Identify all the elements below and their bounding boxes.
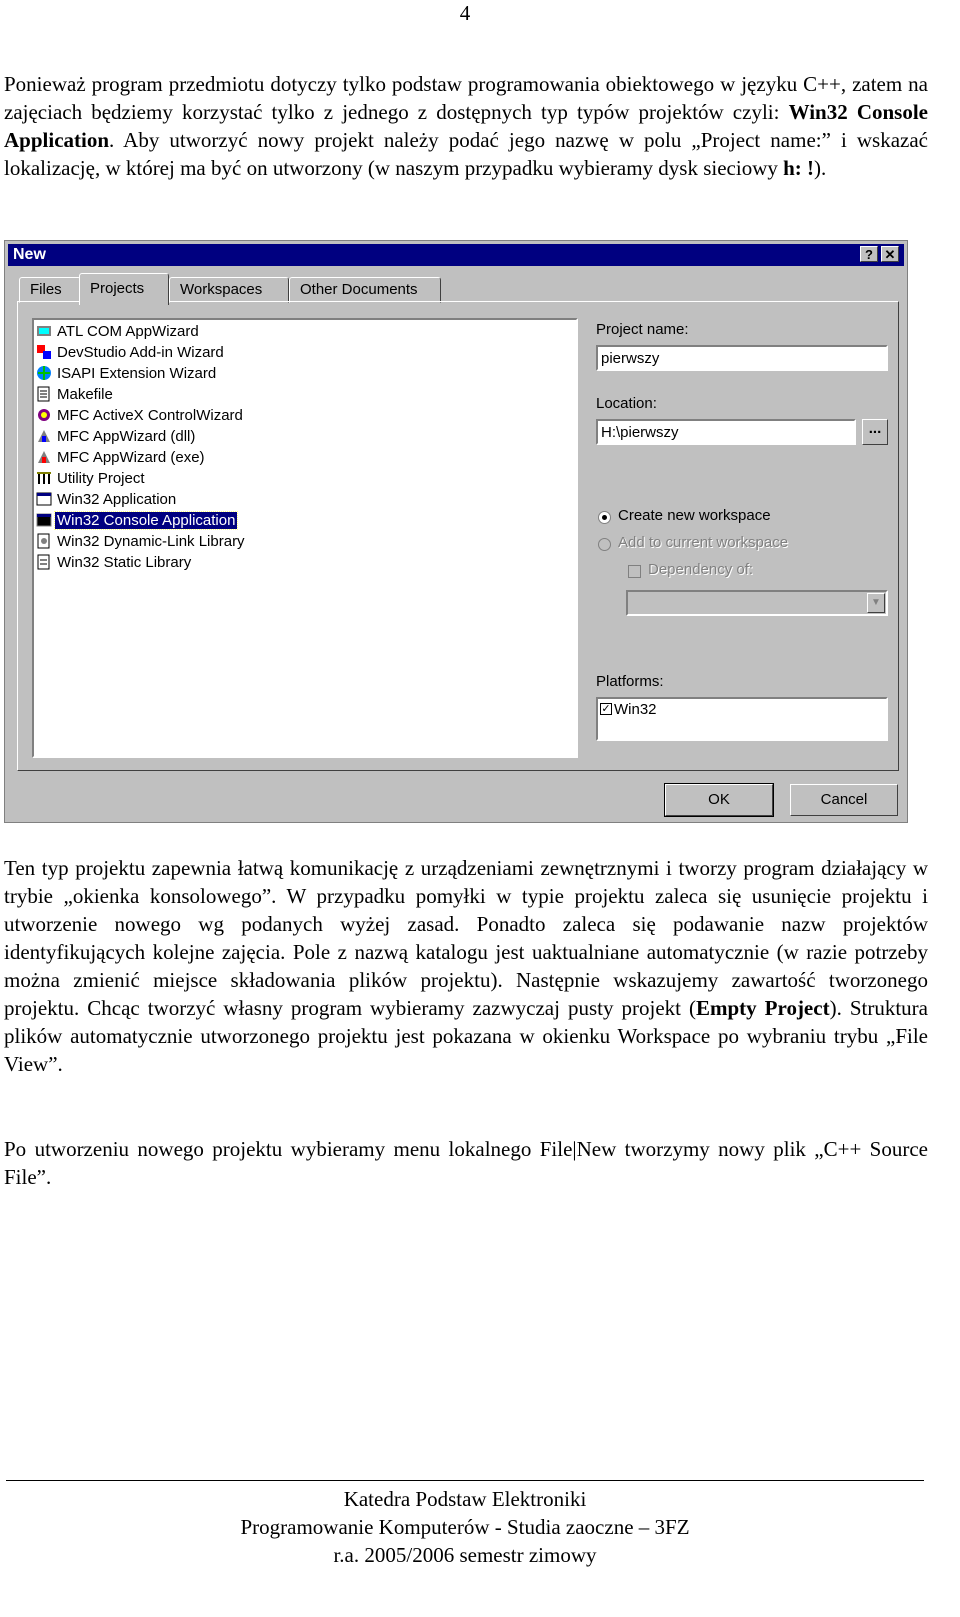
list-item[interactable] [36,511,237,531]
intro-paragraph [4,70,928,182]
project-name-input[interactable]: pierwszy [596,345,888,371]
description-text-2: ). Struktura plików automatycznie utworzonego projektu jest pokazana w okienku Workspace po wybraniu trybu „File View”. [4,996,928,1076]
chevron-down-icon[interactable]: ▼ [867,593,885,613]
static-lib-icon [36,554,52,570]
project-name-label: Project name: [596,321,689,338]
dependency-label: Dependency of: [648,561,754,578]
list-item-label: MFC AppWizard (dll) [57,427,196,445]
console-app-icon [36,512,52,528]
list-item-label: Win32 Static Library [57,553,192,571]
activex-icon [36,407,52,423]
list-item-label: Makefile [57,385,113,403]
create-workspace-label: Create new workspace [618,507,771,524]
list-item-label: MFC AppWizard (exe) [57,448,205,466]
intro-bold-drive: h: ! [783,156,815,180]
list-item[interactable] [36,343,226,363]
makefile-icon [36,386,52,402]
description-paragraph [4,854,928,1078]
dll-gear-icon [36,533,52,549]
win32-app-icon [36,491,52,507]
win32-platform-label: Win32 [614,701,657,718]
isapi-globe-icon [36,365,52,381]
intro-text-3: ). [814,156,827,180]
dependency-checkbox[interactable] [628,565,641,578]
atl-wizard-icon [36,323,52,339]
list-item[interactable] [36,553,193,573]
list-item[interactable] [36,448,207,468]
dialog-title: New [13,246,46,263]
list-item-label: Utility Project [57,469,145,487]
platforms-list[interactable] [596,697,888,741]
add-workspace-radio[interactable] [598,538,611,551]
intro-text-2: . Aby utworzyć nowy projekt należy podać jego nazwę w polu „Project name:” i wskazać lokalizację, w której ma być on utworzony (w naszym przypadku wybieramy dysk sieciowy [4,128,928,180]
new-project-dialog [4,240,908,823]
browse-button[interactable]: ... [862,419,888,445]
tab-files[interactable]: Files [19,277,81,303]
mfc-exe-icon [36,449,52,465]
list-item[interactable] [36,406,245,426]
intro-bold-console-app: Win32 Console Application [4,100,928,152]
list-item-label: ATL COM AppWizard [57,322,199,340]
mfc-dll-icon [36,428,52,444]
list-item-label: Win32 Application [57,490,177,508]
footer-semester: r.a. 2005/2006 semestr zimowy [333,1543,597,1567]
list-item-label: Win32 Dynamic-Link Library [57,532,245,550]
list-item[interactable] [36,322,201,342]
list-item[interactable] [36,364,218,384]
win32-platform-checkbox[interactable]: ✓ [601,703,611,715]
help-button[interactable]: ? [860,246,878,262]
list-item[interactable] [36,427,197,447]
source-file-paragraph [4,1135,928,1191]
location-label: Location: [596,395,657,412]
tab-workspaces[interactable]: Workspaces [169,277,289,303]
footer-divider [6,1480,924,1481]
platforms-label: Platforms: [596,673,664,690]
list-item-label: ISAPI Extension Wizard [57,364,217,382]
utility-tools-icon [36,470,52,486]
cancel-button[interactable]: Cancel [790,784,898,816]
close-button[interactable]: ✕ [881,246,899,262]
list-item[interactable] [36,385,115,405]
projects-tab-panel [17,301,899,771]
project-type-list[interactable] [32,318,578,758]
ok-button[interactable]: OK [665,784,773,816]
addin-wizard-icon [36,344,52,360]
tab-other-documents[interactable]: Other Documents [289,277,441,303]
list-item-label: MFC ActiveX ControlWizard [57,406,243,424]
footer-department: Katedra Podstaw Elektroniki [343,1487,587,1511]
dependency-combobox[interactable] [626,590,888,616]
list-item-label: DevStudio Add-in Wizard [57,343,224,361]
list-item[interactable] [36,490,178,510]
location-input[interactable]: H:\pierwszy [596,419,856,445]
list-item-label: Win32 Console Application [57,511,236,529]
create-workspace-radio[interactable] [598,511,611,524]
description-bold-empty-project: Empty Project [695,996,830,1020]
page-number: 4 [459,1,471,25]
tab-projects[interactable]: Projects [79,273,169,305]
footer-course: Programowanie Komputerów - Studia zaoczne – 3FZ [240,1515,690,1539]
add-workspace-label: Add to current workspace [618,534,789,551]
description-text-1: Ten typ projektu zapewnia łatwą komunikację z urządzeniami zewnętrznymi i tworzy program działający w trybie „okienka konsolowego”. W przypadku pomyłki w typie projektu zaleca się usunięcie projektu i utworzenie nowego wg podanych wyżej zasad. Ponadto zaleca się podawanie nazw projektów identyfikujących kolejne zajęcia. Pole z nazwą katalogu jest uaktualniane automatycznie (w razie potrzeby można zmienić miejsce składowania plików projektu). Następnie wskazujemy zawartość tworzonego projektu. Chcąc tworzyć własny program wybieramy zazwyczaj pusty projekt ( [4,856,928,1020]
list-item[interactable] [36,469,147,489]
dialog-titlebar[interactable] [8,244,904,266]
list-item[interactable] [36,532,247,552]
intro-text-1: Ponieważ program przedmiotu dotyczy tylko podstaw programowania obiektowego w języku C++, zatem na zajęciach będziemy korzystać tylko z jednego z dostępnych typ typów projektów czyli: [4,72,928,124]
source-file-text: Po utworzeniu nowego projektu wybieramy menu lokalnego File|New tworzymy nowy plik „C++ Source File”. [4,1137,928,1189]
